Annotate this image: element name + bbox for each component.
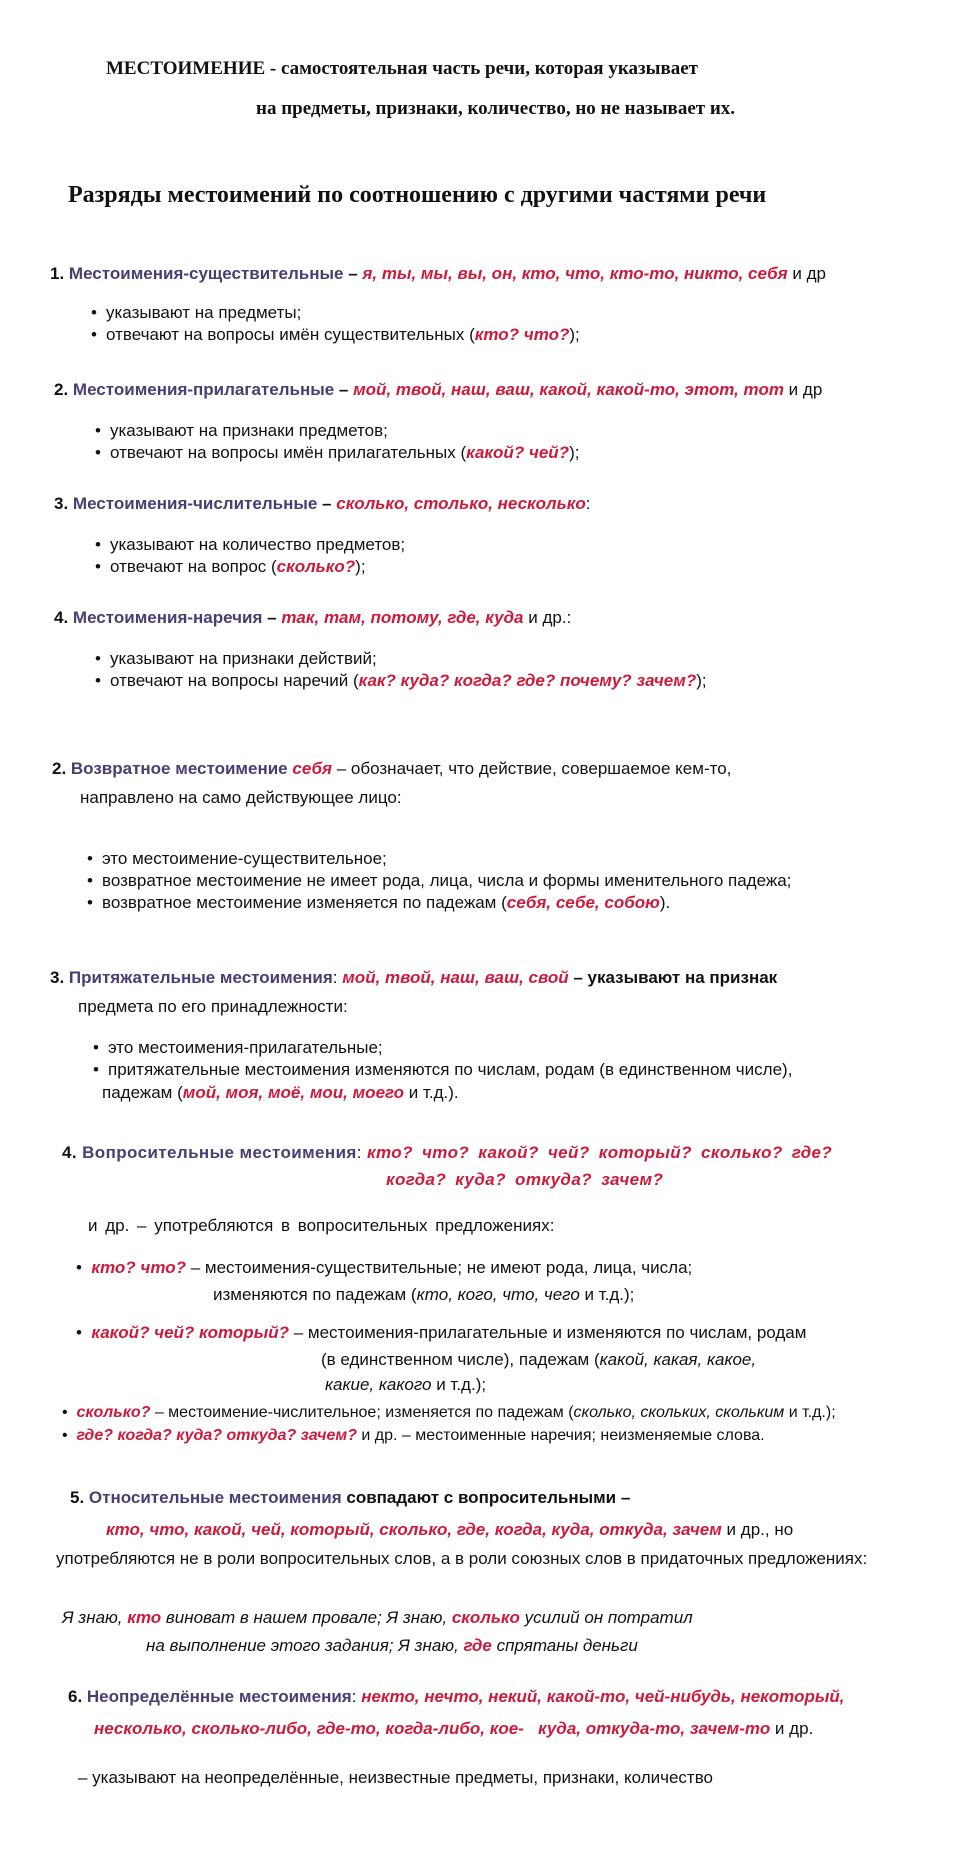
bullet-dot: • [62,1427,77,1444]
relative-number: 5. [70,1488,89,1507]
interrogative-item-3 [62,1404,836,1422]
reflexive-bullets [84,848,791,914]
group-2-heading [54,380,822,400]
bullet-text: ); [569,325,580,344]
reflexive-title: Возвратное местоимение [70,759,293,778]
bullet-text: ); [355,557,366,576]
relative-usage: употребляются не в роли вопросительных слов, а в роли союзных слов в придаточных предложениях: [56,1549,868,1568]
item-examples: какой, какая, какое, [599,1350,757,1369]
indefinite-number: 6. [68,1687,87,1706]
list-item: • указывают на количество предметов; [92,534,405,556]
group-4-number: 4. [54,608,73,627]
list-item: • указывают на предметы; [88,302,580,324]
item-text: изменяются по падежам ( [213,1285,417,1304]
interrogative-usage: и др. – употребляются в вопросительных предложениях: [88,1216,555,1235]
bullet-question: кто? что? [474,325,570,344]
definition-line-1 [106,58,698,80]
indefinite-examples-2: несколько, сколько-либо, где-то, когда-либо, кое- куда, откуда-то, зачем-то [94,1719,771,1738]
interrogative-item-2-cont [321,1350,756,1370]
possessive-colon: : [332,968,343,987]
group-1-examples: я, ты, мы, вы, он, кто, что, кто-то, никто, себя [362,264,788,283]
sentence-text: спрятаны деньги [491,1636,638,1655]
group-4-bullets [92,648,707,692]
item-text: и др. – местоименные наречия; неизменяемые слова. [356,1427,765,1444]
section-title: Разряды местоимений по соотношению с другими частями речи [68,182,767,208]
group-3-title: Местоимения-числительные [72,494,318,513]
bullet-text: и т.д.). [404,1083,459,1102]
item-text: (в единственном числе), падежам ( [321,1350,600,1369]
list-item [92,670,707,692]
group-1-heading [50,264,826,284]
indefinite-examples-1: некто, нечто, некий, какой-то, чей-нибудь, некоторый, [361,1687,845,1706]
interrogative-colon: : [356,1143,367,1162]
reflexive-number: 2. [52,759,71,778]
group-2-dash: – [334,380,354,399]
item-examples: сколько, скольких, скольким [573,1404,785,1421]
group-1-dash: – [343,264,363,283]
list-item: • возвратное местоимение не имеет рода, лица, числа и формы именительного падежа; [84,870,791,892]
group-4-dash: – [262,608,282,627]
definition-line-2: на предметы, признаки, количество, но не называет их. [256,98,736,119]
group-4-tail: и др.: [523,608,572,627]
bullet-dot: • [76,1323,92,1342]
bullet-text: ). [659,893,671,912]
bullet-text: отвечают на вопрос ( [110,557,277,576]
interrogative-question: кто? что? [91,1258,186,1277]
sentence-text: усилий он потратил [519,1608,693,1627]
interrogative-title: Вопросительные местоимения [82,1143,357,1162]
possessive-examples: мой, твой, наш, ваш, свой [342,968,569,987]
indefinite-examples-line [94,1719,813,1739]
possessive-title: Притяжательные местоимения [68,968,333,987]
group-2-number: 2. [54,380,73,399]
relative-tail: и др., но [721,1520,794,1539]
relative-examples: кто, что, какой, чей, который, сколько, где, когда, куда, откуда, зачем [106,1520,722,1539]
possessive-text: – указывают на признак [568,968,778,987]
relative-text: совпадают с вопросительными – [341,1488,631,1507]
group-1-number: 1. [50,264,69,283]
indefinite-description: – указывают на неопределённые, неизвестные предметы, признаки, количество [78,1768,714,1787]
indefinite-colon: : [351,1687,362,1706]
bullet-text: ); [696,671,707,690]
interrogative-item-1-cont [213,1285,634,1305]
item-examples: кто, кого, что, чего [416,1285,580,1304]
list-item: • указывают на признаки предметов; [92,420,579,442]
reflexive-word: себя [292,759,333,778]
bullet-question: какой? чей? [466,443,570,462]
possessive-bullet-cont [102,1083,459,1103]
item-text: – местоимения-существительные; не имеют рода, лица, числа; [185,1258,693,1277]
list-item [84,892,791,914]
list-item: • указывают на признаки действий; [92,648,707,670]
bullet-examples: себя, себе, собою [506,893,660,912]
group-2-examples: мой, твой, наш, ваш, какой, какой-то, этот, тот [353,380,784,399]
interrogative-examples-1: кто? что? какой? чей? который? сколько? где? [367,1143,833,1162]
interrogative-item-1 [76,1258,692,1278]
group-3-heading [54,494,590,514]
interrogative-question: где? когда? куда? откуда? зачем? [76,1427,357,1444]
group-4-title: Местоимения-наречия [72,608,263,627]
indefinite-title: Неопределённые местоимения [86,1687,352,1706]
reflexive-text: – обозначает, что действие, совершаемое кем-то, [332,759,732,778]
interrogative-item-2 [76,1323,806,1343]
bullet-text: отвечают на вопросы имён существительных ( [106,325,475,344]
definition-text: - самостоятельная часть речи, которая указывает [265,58,698,79]
possessive-line-2: предмета по его принадлежности: [78,997,348,1016]
relative-example-sentence-1 [62,1608,693,1628]
sentence-keyword: сколько [451,1608,520,1627]
interrogative-question: какой? чей? который? [91,1323,289,1342]
sentence-keyword: где [463,1636,492,1655]
group-4-heading [54,608,571,628]
bullet-dot: • [62,1404,77,1421]
bullet-text: отвечают на вопросы имён прилагательных ( [110,443,467,462]
item-text: – местоимение-числительное; изменяется по падежам ( [150,1404,574,1421]
group-1-bullets [88,302,580,346]
interrogative-heading [62,1143,832,1163]
sentence-text: виноват в нашем провале; Я знаю, [161,1608,452,1627]
relative-examples-line [106,1520,793,1540]
list-item [92,442,579,464]
possessive-bullets [90,1037,792,1081]
group-3-tail: : [585,494,591,513]
item-text: и т.д.); [579,1285,635,1304]
sentence-keyword: кто [127,1608,162,1627]
interrogative-examples-2: когда? куда? откуда? зачем? [386,1170,664,1189]
bullet-dot: • [76,1258,92,1277]
group-3-dash: – [317,494,337,513]
group-3-number: 3. [54,494,73,513]
group-2-bullets [92,420,579,464]
item-text: – местоимения-прилагательные и изменяются по числам, родам [288,1323,807,1342]
item-text: и т.д.); [431,1375,487,1394]
bullet-text: падежам ( [102,1083,183,1102]
relative-title: Относительные местоимения [88,1488,342,1507]
interrogative-item-2-cont-2 [325,1375,486,1395]
sentence-text: на выполнение этого задания; Я знаю, [146,1636,464,1655]
bullet-text: ); [569,443,580,462]
group-2-tail: и др [783,380,823,399]
list-item [88,324,580,346]
possessive-heading [50,968,777,988]
interrogative-number: 4. [62,1143,83,1162]
group-1-tail: и др [787,264,827,283]
bullet-question: сколько? [276,557,356,576]
group-2-title: Местоимения-прилагательные [72,380,335,399]
item-examples: какие, какого [325,1375,432,1394]
bullet-examples: мой, моя, моё, мои, моего [182,1083,405,1102]
item-text: и т.д.); [784,1404,836,1421]
list-item: • это местоимения-прилагательные; [90,1037,792,1059]
indefinite-tail: и др. [770,1719,814,1738]
group-3-examples: сколько, столько, несколько [336,494,586,513]
reflexive-heading [52,759,731,779]
list-item: • притяжательные местоимения изменяются по числам, родам (в единственном числе), [90,1059,792,1081]
possessive-number: 3. [50,968,69,987]
indefinite-heading [68,1687,844,1707]
group-3-bullets [92,534,405,578]
bullet-text: отвечают на вопросы наречий ( [110,671,359,690]
list-item [92,556,405,578]
relative-heading [70,1488,630,1508]
bullet-question: как? куда? когда? где? почему? зачем? [358,671,697,690]
bullet-text: возвратное местоимение изменяется по падежам ( [102,893,507,912]
reflexive-line-2: направлено на само действующее лицо: [80,788,402,807]
interrogative-question: сколько? [76,1404,151,1421]
interrogative-item-4 [62,1427,765,1445]
group-4-examples: так, там, потому, где, куда [281,608,524,627]
sentence-text: Я знаю, [62,1608,128,1627]
relative-example-sentence-2 [146,1636,638,1656]
group-1-title: Местоимения-существительные [68,264,344,283]
definition-term: МЕСТОИМЕНИЕ [106,58,266,79]
list-item: • это местоимение-существительное; [84,848,791,870]
